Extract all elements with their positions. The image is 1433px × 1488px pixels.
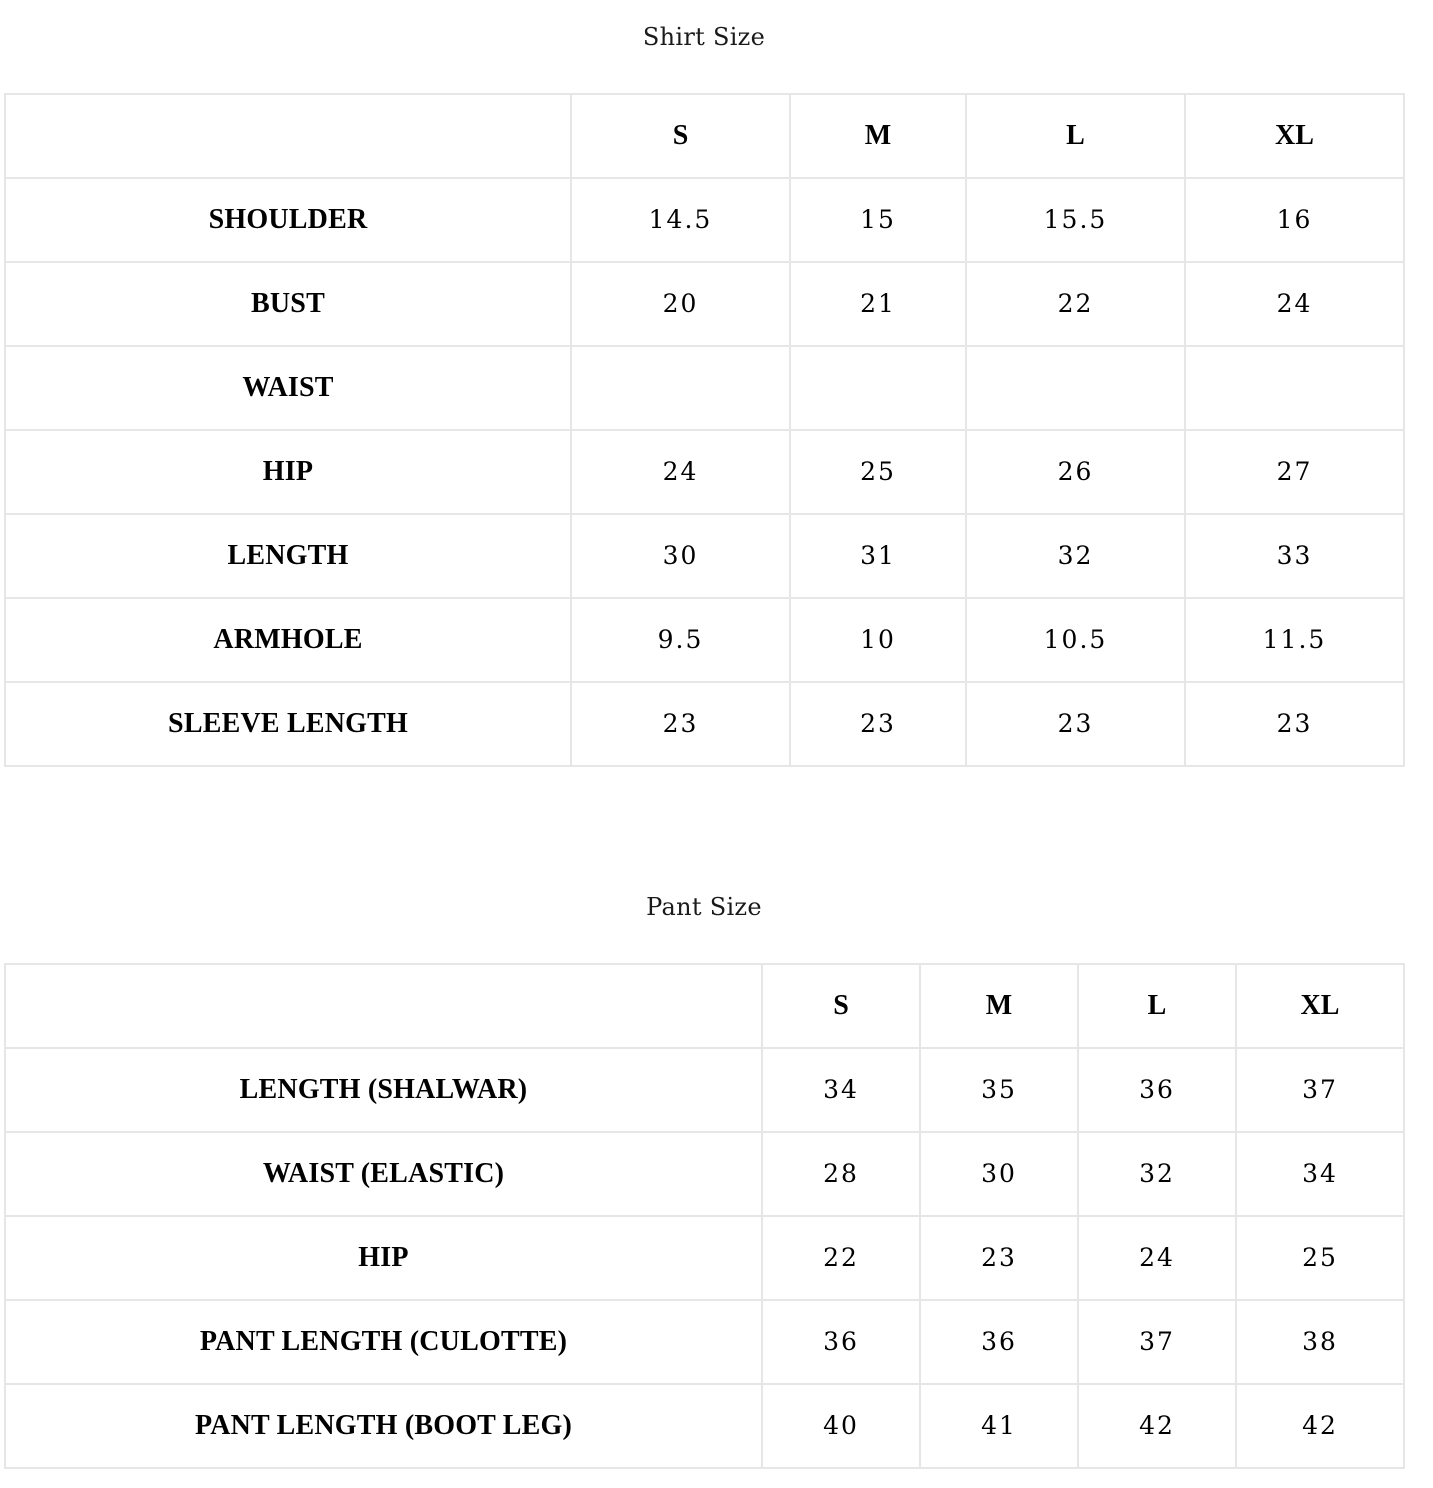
cell-value: 11.5 xyxy=(1185,598,1404,682)
shirt-size-table xyxy=(4,93,1405,767)
cell-value: 10.5 xyxy=(966,598,1185,682)
table-row xyxy=(5,682,1404,766)
cell-value: 26 xyxy=(966,430,1185,514)
cell-value: 36 xyxy=(920,1300,1078,1384)
cell-value xyxy=(571,346,790,430)
header-size-s: S xyxy=(571,94,790,178)
header-size-xl: XL xyxy=(1185,94,1404,178)
cell-value: 36 xyxy=(762,1300,920,1384)
cell-value: 34 xyxy=(1236,1132,1404,1216)
cell-value: 16 xyxy=(1185,178,1404,262)
cell-value: 21 xyxy=(790,262,966,346)
row-label: PANT LENGTH (CULOTTE) xyxy=(5,1300,762,1384)
cell-value: 35 xyxy=(920,1048,1078,1132)
cell-value: 40 xyxy=(762,1384,920,1468)
cell-value: 33 xyxy=(1185,514,1404,598)
row-label: BUST xyxy=(5,262,571,346)
cell-value: 37 xyxy=(1078,1300,1236,1384)
cell-value xyxy=(790,346,966,430)
cell-value: 42 xyxy=(1236,1384,1404,1468)
cell-value: 10 xyxy=(790,598,966,682)
pant-size-title: Pant Size xyxy=(646,893,762,921)
table-row xyxy=(5,598,1404,682)
cell-value: 30 xyxy=(920,1132,1078,1216)
cell-value: 23 xyxy=(920,1216,1078,1300)
cell-value: 31 xyxy=(790,514,966,598)
cell-value: 34 xyxy=(762,1048,920,1132)
row-label: ARMHOLE xyxy=(5,598,571,682)
header-size-xl: XL xyxy=(1236,964,1404,1048)
cell-value: 22 xyxy=(966,262,1185,346)
cell-value: 23 xyxy=(571,682,790,766)
table-row xyxy=(5,262,1404,346)
cell-value: 9.5 xyxy=(571,598,790,682)
cell-value: 25 xyxy=(1236,1216,1404,1300)
cell-value: 23 xyxy=(1185,682,1404,766)
cell-value: 24 xyxy=(1078,1216,1236,1300)
table-row xyxy=(5,346,1404,430)
row-label: LENGTH xyxy=(5,514,571,598)
table-row xyxy=(5,514,1404,598)
table-row xyxy=(5,1384,1404,1468)
cell-value: 23 xyxy=(790,682,966,766)
cell-value: 23 xyxy=(966,682,1185,766)
cell-value xyxy=(1185,346,1404,430)
row-label: HIP xyxy=(5,1216,762,1300)
row-label: SHOULDER xyxy=(5,178,571,262)
cell-value: 22 xyxy=(762,1216,920,1300)
row-label: SLEEVE LENGTH xyxy=(5,682,571,766)
cell-value: 32 xyxy=(1078,1132,1236,1216)
cell-value: 20 xyxy=(571,262,790,346)
table-header-row xyxy=(5,94,1404,178)
cell-value: 41 xyxy=(920,1384,1078,1468)
row-label: HIP xyxy=(5,430,571,514)
row-label: WAIST (ELASTIC) xyxy=(5,1132,762,1216)
header-size-m: M xyxy=(790,94,966,178)
cell-value: 36 xyxy=(1078,1048,1236,1132)
header-empty-cell xyxy=(5,964,762,1048)
cell-value: 15.5 xyxy=(966,178,1185,262)
cell-value: 28 xyxy=(762,1132,920,1216)
header-size-s: S xyxy=(762,964,920,1048)
header-empty-cell xyxy=(5,94,571,178)
table-header-row xyxy=(5,964,1404,1048)
header-size-m: M xyxy=(920,964,1078,1048)
pant-size-table xyxy=(4,963,1405,1469)
cell-value: 37 xyxy=(1236,1048,1404,1132)
table-row xyxy=(5,1132,1404,1216)
row-label: WAIST xyxy=(5,346,571,430)
cell-value: 24 xyxy=(571,430,790,514)
cell-value: 24 xyxy=(1185,262,1404,346)
header-size-l: L xyxy=(966,94,1185,178)
table-row xyxy=(5,430,1404,514)
cell-value: 32 xyxy=(966,514,1185,598)
row-label: PANT LENGTH (BOOT LEG) xyxy=(5,1384,762,1468)
cell-value: 25 xyxy=(790,430,966,514)
cell-value: 30 xyxy=(571,514,790,598)
table-row xyxy=(5,1216,1404,1300)
cell-value: 14.5 xyxy=(571,178,790,262)
row-label: LENGTH (SHALWAR) xyxy=(5,1048,762,1132)
cell-value: 27 xyxy=(1185,430,1404,514)
cell-value: 15 xyxy=(790,178,966,262)
table-row xyxy=(5,178,1404,262)
table-row xyxy=(5,1300,1404,1384)
shirt-size-title: Shirt Size xyxy=(642,23,766,51)
table-row xyxy=(5,1048,1404,1132)
cell-value: 42 xyxy=(1078,1384,1236,1468)
header-size-l: L xyxy=(1078,964,1236,1048)
cell-value: 38 xyxy=(1236,1300,1404,1384)
cell-value xyxy=(966,346,1185,430)
